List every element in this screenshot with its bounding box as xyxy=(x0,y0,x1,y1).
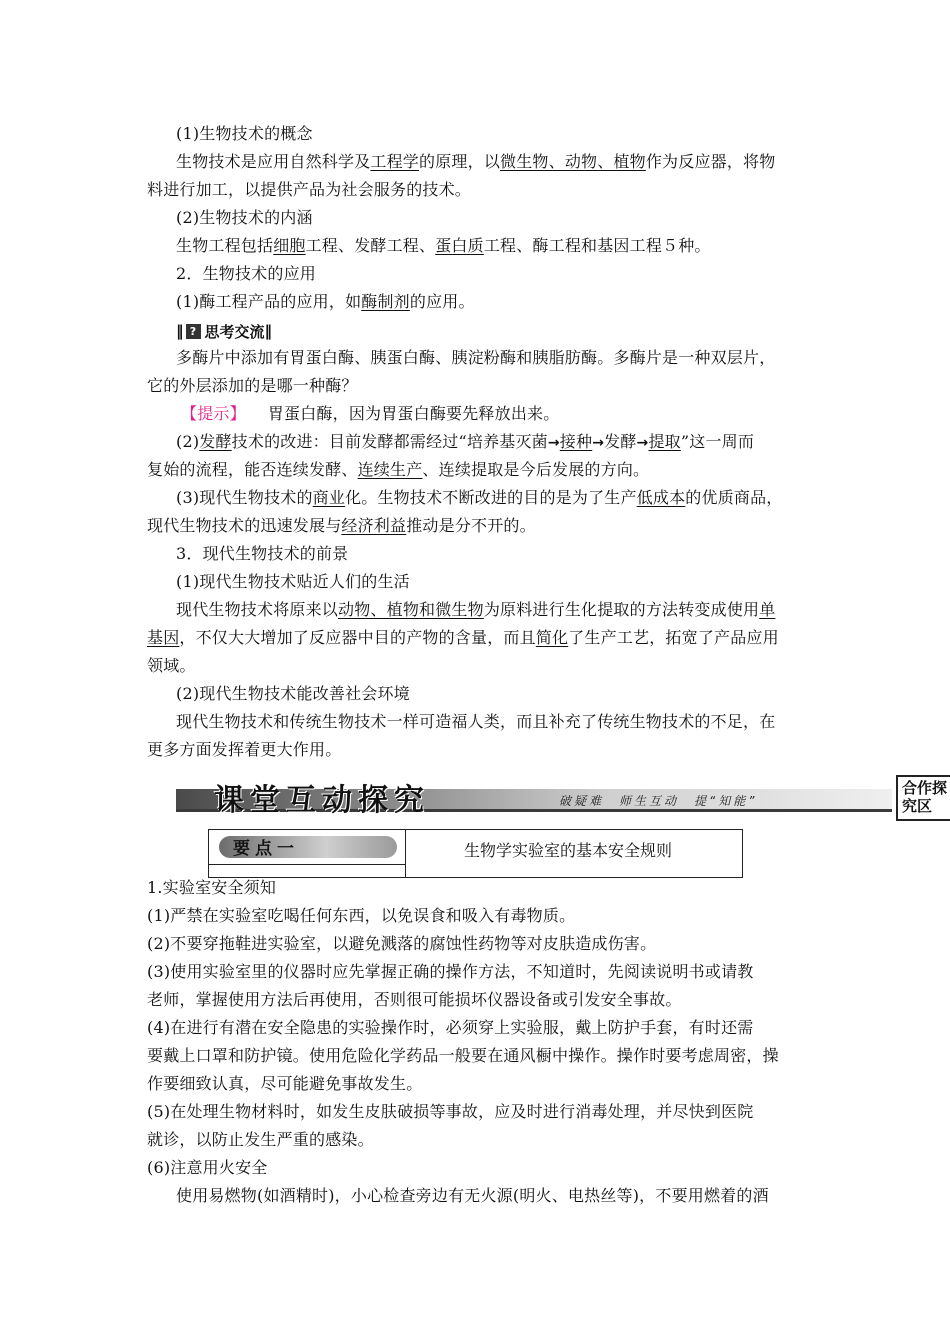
prospect-heading: 3．现代生物技术的前景 xyxy=(176,544,349,563)
banner-title: 课堂互动探究 xyxy=(214,783,430,818)
prospect-para-line1 xyxy=(176,600,775,620)
underlined-answer: 低成本 xyxy=(636,488,686,507)
key-point-box xyxy=(208,829,743,878)
safety-rule-3-line2: 老师，掌握使用方法后再使用，否则很可能损坏仪器设备或引发安全事故。 xyxy=(147,990,682,1009)
underlined-answer: 动物、植物和微生物 xyxy=(338,600,484,619)
text-run: 推动是分不开的。 xyxy=(406,516,536,535)
safety-rule-4-line3: 作要细致认真，尽可能避免事故发生。 xyxy=(147,1074,423,1093)
underlined-answer: 单 xyxy=(759,600,776,619)
side-tab xyxy=(896,775,950,821)
underlined-answer: 商业 xyxy=(312,488,346,507)
section-banner xyxy=(176,775,892,818)
underlined-answer: 连续生产 xyxy=(357,460,423,479)
hint-label: 【提示】 xyxy=(181,404,246,423)
think-exchange-label xyxy=(176,320,271,342)
text-run: 技术的改进：目前发酵都需经过“培养基灭菌 xyxy=(231,432,548,451)
hint-line xyxy=(181,404,559,424)
question-icon: ? xyxy=(186,324,201,339)
commercial-line2 xyxy=(147,516,536,536)
prospect-para-line2 xyxy=(147,628,779,648)
bars-left: ‖ xyxy=(176,322,183,340)
text-run: 现代生物技术将原来以 xyxy=(176,600,339,619)
safety-rule-6-heading: (6)注意用火安全 xyxy=(147,1158,268,1177)
concept-paragraph-line2: 料进行加工，以提供产品为社会服务的技术。 xyxy=(147,180,472,199)
text-run: (1)酶工程产品的应用，如 xyxy=(176,292,362,311)
safety-rule-5-line1: (5)在处理生物材料时，如发生皮肤破损等事故，应及时进行消毒处理，并尽快到医院 xyxy=(147,1102,754,1121)
safety-rule-5-line2: 就诊，以防止发生严重的感染。 xyxy=(147,1130,374,1149)
text-run: 了生产工艺，拓宽了产品应用 xyxy=(568,628,779,647)
connotation-heading: (2)生物技术的内涵 xyxy=(176,208,313,227)
safety-heading: 1.实验室安全须知 xyxy=(147,878,277,897)
text-run: 、连续提取是今后发展的方向。 xyxy=(422,460,650,479)
prospect-sub2-line1: 现代生物技术和传统生物技术一样可造福人类，而且补充了传统生物技术的不足，在 xyxy=(176,712,776,731)
text-run: 的原理，以 xyxy=(419,152,501,171)
banner-subtitle: 破疑难 师生互动 提“知能” xyxy=(559,794,758,808)
fermentation-line2 xyxy=(147,460,649,480)
hint-text: 胃蛋白酶，因为胃蛋白酶要先释放出来。 xyxy=(267,404,560,423)
text-run: 生物工程包括 xyxy=(176,236,274,255)
connotation-paragraph xyxy=(176,236,711,256)
concept-heading: (1)生物技术的概念 xyxy=(176,124,313,143)
underlined-answer: 酶制剂 xyxy=(361,292,410,311)
underlined-answer: 经济利益 xyxy=(341,516,407,535)
text-run: 为原料进行生化提取的方法转变成使用 xyxy=(483,600,760,619)
underlined-answer: 简化 xyxy=(535,628,569,647)
text-run: 的应用。 xyxy=(409,292,475,311)
safety-rule-6-line1: 使用易燃物(如酒精时)，小心检查旁边有无火源(明火、电热丝等)，不要用燃着的酒 xyxy=(176,1186,769,1205)
text-run: (2) xyxy=(176,432,200,451)
arrow-icon: → xyxy=(547,435,560,451)
underlined-answer: 细胞 xyxy=(273,236,306,255)
underlined-answer: 蛋白质 xyxy=(435,236,484,255)
safety-rule-1: (1)严禁在实验室吃喝任何东西，以免误食和吸入有毒物质。 xyxy=(147,906,576,925)
side-tab-line2: 究区 xyxy=(902,797,933,815)
text-run: 工程、酶工程和基因工程５种。 xyxy=(483,236,711,255)
text-run: ”这一周而 xyxy=(680,432,755,451)
arrow-icon: → xyxy=(592,435,605,451)
text-run: 生物技术是应用自然科学及 xyxy=(176,152,371,171)
bars-right: ‖ xyxy=(264,322,272,340)
key-point-title: 生物学实验室的基本安全规则 xyxy=(464,841,673,860)
safety-rule-2: (2)不要穿拖鞋进实验室，以避免溅落的腐蚀性药物等对皮肤造成伤害。 xyxy=(147,934,657,953)
underlined-answer: 基因 xyxy=(147,628,180,647)
prospect-sub2-line2: 更多方面发挥着更大作用。 xyxy=(147,740,342,759)
text-run: 现代生物技术的迅速发展与 xyxy=(147,516,342,535)
safety-rule-4-line2: 要戴上口罩和防护镜。使用危险化学药品一般要在通风橱中操作。操作时要考虑周密，操 xyxy=(147,1046,779,1065)
underlined-answer: 工程学 xyxy=(370,152,420,171)
application-heading: 2．生物技术的应用 xyxy=(176,264,316,283)
fermentation-line1 xyxy=(176,432,754,453)
text-run: 复始的流程，能否连续发酵、 xyxy=(147,460,358,479)
underlined-answer: 提取 xyxy=(648,432,681,451)
question-line1: 多酶片中添加有胃蛋白酶、胰蛋白酶、胰淀粉酶和胰脂肪酶。多酶片是一种双层片， xyxy=(176,348,776,367)
key-point-rule xyxy=(209,864,405,865)
safety-rule-4-line1: (4)在进行有潜在安全隐患的实验操作时，必须穿上实验服，戴上防护手套，有时还需 xyxy=(147,1018,754,1037)
text-run: 工程、发酵工程、 xyxy=(305,236,436,255)
underlined-answer: 发酵 xyxy=(199,432,232,451)
think-exchange-title: 思考交流 xyxy=(204,322,265,341)
text-run: 的优质商品， xyxy=(685,488,783,507)
text-run: ，不仅大大增加了反应器中目的产物的含量，而且 xyxy=(179,628,536,647)
commercial-line1 xyxy=(176,488,783,508)
underlined-answer: 接种 xyxy=(559,432,593,451)
key-point-label: 要点一 xyxy=(233,839,299,859)
question-line2: 它的外层添加的是哪一种酶？ xyxy=(147,376,358,395)
text-run: 作为反应器，将物 xyxy=(645,152,776,171)
concept-paragraph-line1 xyxy=(176,152,775,172)
safety-rule-3-line1: (3)使用实验室里的仪器时应先掌握正确的操作方法，不知道时，先阅读说明书或请教 xyxy=(147,962,754,981)
prospect-sub2-heading: (2)现代生物技术能改善社会环境 xyxy=(176,684,410,703)
text-run: 发酵 xyxy=(604,432,637,451)
arrow-icon: → xyxy=(636,435,649,451)
text-run: (3)现代生物技术的 xyxy=(176,488,313,507)
prospect-sub1-heading: (1)现代生物技术贴近人们的生活 xyxy=(176,572,410,591)
text-run: 化。生物技术不断改进的目的是为了生产 xyxy=(345,488,637,507)
side-tab-line1: 合作探 xyxy=(902,779,948,797)
underlined-answer: 微生物、动物、植物 xyxy=(500,152,646,171)
key-point-divider xyxy=(405,830,406,877)
prospect-para-line3: 领域。 xyxy=(147,656,196,675)
enzyme-application-line xyxy=(176,292,475,312)
